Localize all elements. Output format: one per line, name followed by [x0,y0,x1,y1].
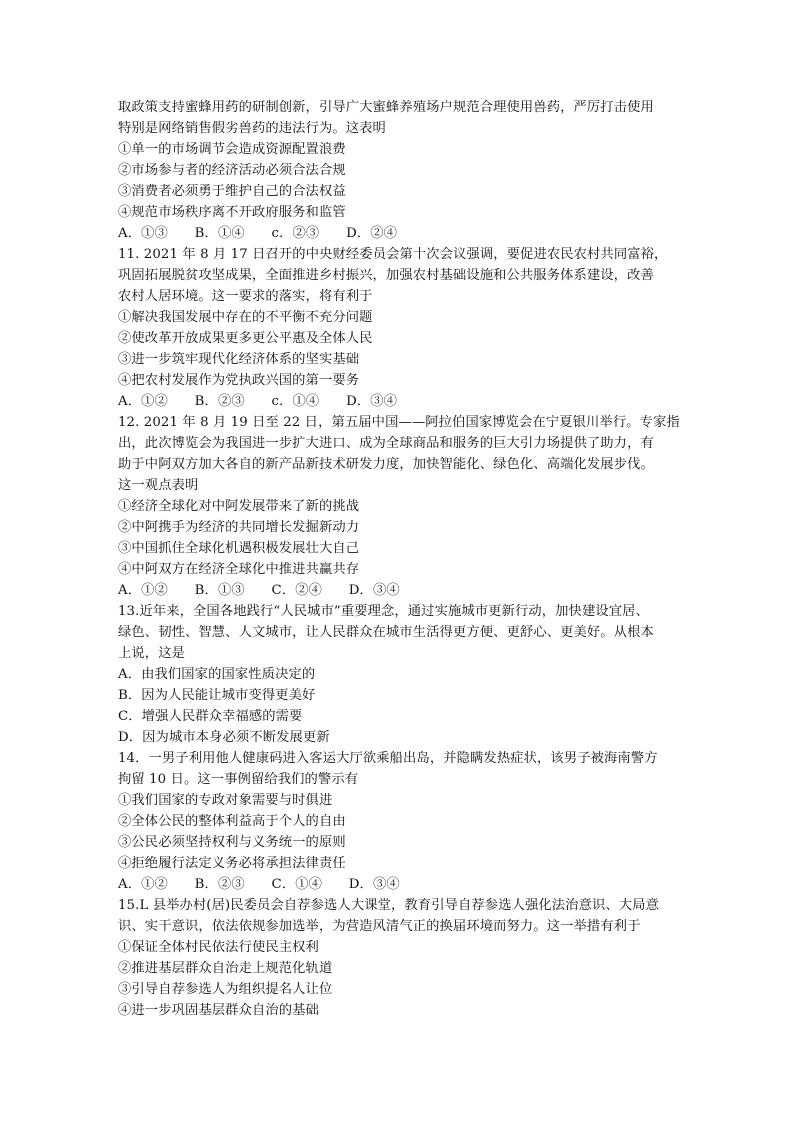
question-text-block [118,97,680,1021]
text-line: 11. 2021 年 8 月 17 日召开的中央财经委员会第十次会议强调，要促进农民农村共同富裕， [118,247,668,262]
text-line: 农村人居环境。这一要求的落实，将有利于 [118,289,373,304]
text-line: 拘留 10 日。这一事例留给我们的警示有 [118,772,359,787]
text-line: ④把农村发展作为党执政兴国的第一要务 [118,373,360,388]
text-line: ④规范市场秩序离不开政府服务和监管 [118,205,346,220]
text-line: ④拒绝履行法定义务必将承担法律责任 [118,856,346,871]
text-line: ②全体公民的整体利益高于个人的自由 [118,814,346,829]
text-line: ②使改革开放成果更多更公平惠及全体人民 [118,331,373,346]
text-line: A．①② B．①③ C．②④ D．③④ [118,583,400,598]
text-line: 这一观点表明 [118,478,199,493]
text-line: ③中国抓住全球化机遇积极发展壮大自己 [118,541,360,556]
text-line: ①我们国家的专政对象需要与时俱进 [118,793,333,808]
text-line: ③引导自荐参选人为组织提名人让位 [118,982,333,997]
text-line: ③消费者必须勇于维护自己的合法权益 [118,184,346,199]
text-line: ④进一步巩固基层群众自治的基础 [118,1003,319,1018]
text-line: 12. 2021 年 8 月 19 日至 22 日，第五届中国——阿拉伯国家博览会在宁夏银川举行。专家指 [118,415,680,430]
text-line: 13.近年来，全国各地践行“人民城市”重要理念，通过实施城市更新行动，加快建设宜居、 [118,604,649,619]
text-line: A．由我们国家的国家性质决定的 [118,667,316,682]
text-line: ①保证全体村民依法行使民主权利 [118,940,319,955]
text-line: 上说，这是 [118,646,185,661]
text-line: C．增强人民群众幸福感的需要 [118,709,303,724]
text-line: ①解决我国发展中存在的不平衡不充分问题 [118,310,373,325]
text-line: 助于中阿双方加大各自的新产品新技术研发力度，加快智能化、绿色化、高端化发展步伐。 [118,457,654,472]
text-line: ②市场参与者的经济活动必须合法合规 [118,163,346,178]
text-line: A．①② B．②③ C．①④ D．③④ [118,877,400,892]
text-line: ③公民必须坚持权利与义务统一的原则 [118,835,346,850]
text-line: 15.L 县举办村(居)民委员会自荐参选人大课堂，教育引导自荐参选人强化法治意识、大局意 [118,898,659,913]
text-line: 14．一男子利用他人健康码进入客运大厅欲乘船出岛，并隐瞒发热症状，该男子被海南警方 [118,751,658,766]
text-line: 取政策支持蜜蜂用药的研制创新，引导广大蜜蜂养殖场户规范合理使用兽药，严厉打击使用 [118,100,654,115]
text-line: A．①② B．②③ c．①④ D．③④ [118,394,398,409]
text-line: ④中阿双方在经济全球化中推进共赢共存 [118,562,360,577]
text-line: A．①③ B．①④ c．②③ D．②④ [118,226,398,241]
text-line: 出，此次博览会为我国进一步扩大进口、成为全球商品和服务的巨大引力场提供了助力，有 [118,436,654,451]
text-line: B．因为人民能让城市变得更美好 [118,688,316,703]
text-line: 巩固拓展脱贫攻坚成果，全面推进乡村振兴，加强农村基础设施和公共服务体系建设，改善 [118,268,654,283]
text-line: ①单一的市场调节会造成资源配置浪费 [118,142,346,157]
text-line: D．因为城市本身必须不断发展更新 [118,730,330,745]
text-line: ②推进基层群众自治走上规范化轨道 [118,961,333,976]
text-line: ①经济全球化对中阿发展带来了新的挑战 [118,499,360,514]
text-line: 特别是网络销售假劣兽药的违法行为。这表明 [118,121,386,136]
text-line: ③进一步筑牢现代化经济体系的坚实基础 [118,352,360,367]
text-line: 识、实干意识，依法依规参加选举，为营造风清气正的换届环境而努力。这一举措有利于 [118,919,641,934]
text-line: 绿色、韧性、智慧、人文城市，让人民群众在城市生活得更方便、更舒心、更美好。从根本 [118,625,654,640]
text-line: ②中阿携手为经济的共同增长发掘新动力 [118,520,360,535]
